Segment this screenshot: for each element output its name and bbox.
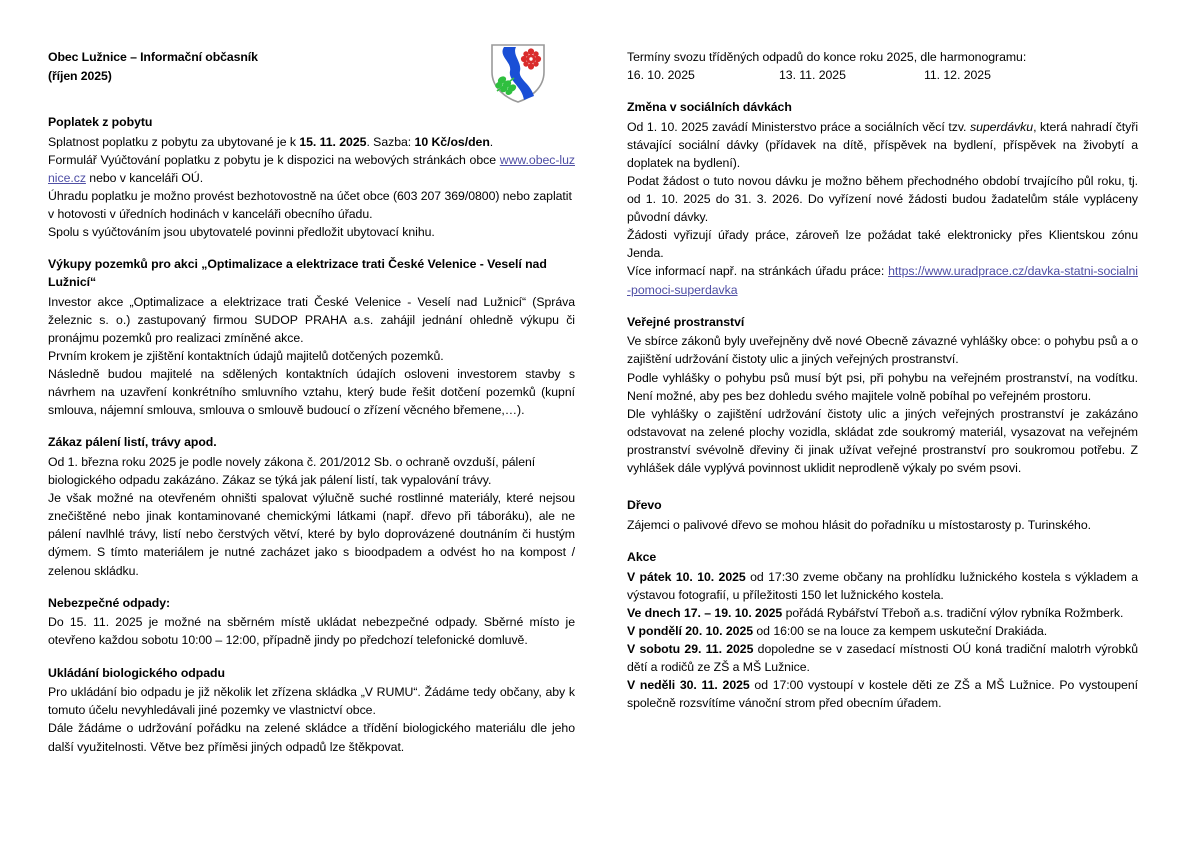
coat-of-arms-icon: [488, 42, 548, 104]
section-heading-socialni-davky: Změna v sociálních dávkách: [627, 100, 792, 115]
two-column-layout: [48, 48, 1154, 756]
event-item: [627, 604, 1138, 622]
right-column: [627, 48, 1138, 756]
section-heading-akce: Akce: [627, 549, 657, 564]
paragraph: Spolu s vyúčtováním jsou ubytovatelé povinni předložit ubytovací knihu.: [48, 225, 435, 240]
event-date: V pondělí 20. 10. 2025: [627, 623, 754, 638]
event-text: pořádá Rybářství Třeboň a.s. tradiční výlov rybníka Rožmberk.: [782, 605, 1124, 620]
paragraph: Prvním krokem je zjištění kontaktních údajů majitelů dotčených pozemků.: [48, 349, 444, 364]
paragraph: Pro ukládání bio odpadu je již několik let zřízena skládka „V RUMU“. Žádáme tedy občany, aby k tomuto účelu nevyhledávali jiné pozemky ve vlastnictví obce.: [48, 685, 575, 718]
paragraph: Je však možné na otevřeném ohništi spalovat výlučně suché rostlinné materiály, které nejsou znečištěné nebo jinak kontaminované chemickými látkami (např. dřevo při táboráku), ale ne pálení navlhlé trávy, listí nebo čerstvých větví, které by bylo doprovázené doutnáním či hustým dýmem. S tímto materiálem je nutné zacházet jako s bioodpadem a odvést ho na kompost / zelenou skládku.: [48, 491, 575, 578]
link-uradprace[interactable]: https://www.uradprace.cz/davka-statni-socialni-pomoci-superdavka: [627, 264, 1138, 297]
paragraph: Do 15. 11. 2025 je možné na sběrném místě ukládat nebezpečné odpady. Sběrné místo je otevřeno každou sobotu 10:00 – 12:00, případně jindy po předchozí telefonické domluvě.: [48, 615, 575, 648]
section-heading-vykupy: Výkupy pozemků pro akci „Optimalizace a elektrizace trati České Velenice - Veselí nad Lužnicí“: [48, 257, 547, 290]
paragraph: Úhradu poplatku je možno provést bezhotovostně na účet obce (603 207 369/0800) nebo zaplatit v hotovosti v úředních hodinách v kanceláři obecního úřadu.: [48, 189, 572, 222]
paragraph: Ve sbírce zákonů byly uveřejněny dvě nové Obecně závazné vyhlášky obce: o pohybu psů a o zajištění udržování čistoty ulic a jiných veřejných prostranství.: [627, 334, 1138, 367]
waste-date-2: 13. 11. 2025: [779, 68, 846, 83]
paragraph: Investor akce „Optimalizace a elektrizace trati České Velenice - Veselí nad Lužnicí“ (Správa železnic s. o.) zastupovaný firmou SUDOP PRAHA a.s. zahájil jednání ohledně výkupu či pronájmu pozemků pro realizaci zmíněné akce.: [48, 294, 575, 345]
bold-rate: 10 Kč/os/den: [414, 134, 490, 149]
section-heading-nebezpecne-odpady: Nebezpečné odpady:: [48, 595, 171, 610]
document-header: [48, 48, 575, 106]
paragraph: Podat žádost o tuto novou dávku je možno během přechodného období trvajícího půl roku, tj. od 1. 10. 2025 do 31. 3. 2026. Do vyřízení nové žádosti budou žadatelům stále vypláceny původní dávky.: [627, 174, 1138, 225]
left-column: [48, 48, 575, 756]
event-date: V neděli 30. 11. 2025: [627, 678, 750, 692]
paragraph: Následně budou majitelé na sdělených kontaktních údajích osloveni investorem stavby s návrhem na uzavření konkrétního smluvního vztahu, který bude řešit dotčení pozemků (kupní smlouva, nájemní smlouva, smlouva o smlouvě budoucí o zřízení věcného břemene,…).: [48, 367, 575, 418]
waste-schedule-dates: [627, 66, 1138, 84]
waste-date-3: 11. 12. 2025: [924, 68, 991, 83]
event-text: od 17:30 zveme občany na prohlídku lužnického kostela s výkladem a výstavou fotografií, u příležitosti 150 let lužnického kostela.: [627, 569, 1138, 602]
paragraph: Od 1. března roku 2025 je podle novely zákona č. 201/2012 Sb. o ochraně ovzduší, pálení biologického odpadu zakázáno. Zákaz se týká jak pálení listí, tak vypalování trávy.: [48, 455, 536, 488]
paragraph: Dle vyhlášky o zajištění udržování čistoty ulic a jiných veřejných prostranství je zakázáno odstavovat na zelené plochy vozidla, skládat zde soukromý materiál, vysazovat na veřejném prostranství svévolně dřeviny či jinak užívat veřejné prostranství pro soukromou potřebu. Z vyhlášek dále vyplývá povinnost uklidit neprodleně výkaly po svém psovi.: [627, 406, 1138, 475]
section-heading-drevo: Dřevo: [627, 497, 662, 512]
bold-date: 15. 11. 2025: [299, 134, 367, 149]
paragraph: Žádosti vyřizují úřady práce, zároveň lze požádat také elektronicky přes Klientskou zónu Jenda.: [627, 228, 1138, 261]
event-text: od 16:00 se na louce za kempem uskuteční Drakiáda.: [753, 623, 1048, 638]
section-heading-verejne-prostranstvi: Veřejné prostranství: [627, 314, 745, 329]
section-heading-ukladani-bio: Ukládání biologického odpadu: [48, 665, 225, 680]
event-item: [627, 640, 1138, 676]
paragraph: Zájemci o palivové dřevo se mohou hlásit do pořadníku u místostarosty p. Turinského.: [627, 517, 1092, 532]
event-date: Ve dnech 17. – 19. 10. 2025: [627, 605, 783, 620]
title-line-2: (říjen 2025): [48, 69, 112, 84]
section-heading-zakaz-paleni: Zákaz pálení listí, trávy apod.: [48, 435, 217, 450]
event-item: [627, 568, 1138, 604]
event-date: V pátek 10. 10. 2025: [627, 569, 746, 584]
event-date: V sobotu 29. 11. 2025: [627, 641, 754, 656]
waste-date-1: 16. 10. 2025: [627, 68, 695, 83]
event-item: [627, 676, 1138, 712]
paragraph: Formulář Vyúčtování poplatku z pobytu je k dispozici na webových stránkách obce www.obec-luznice.cz nebo v kanceláři OÚ.: [48, 152, 575, 185]
title-line-1: Obec Lužnice – Informační občasník: [48, 50, 258, 64]
paragraph: Podle vyhlášky o pohybu psů musí být psi, při pohybu na veřejném prostranství, na vodítku. Není možné, aby pes bez dohledu svého majitele volně pobíhal po veřejném prostoru.: [627, 370, 1138, 403]
waste-schedule-intro: Termíny svozu tříděných odpadů do konce roku 2025, dle harmonogramu:: [627, 50, 1027, 64]
section-heading-poplatek: Poplatek z pobytu: [48, 115, 153, 129]
paragraph: Více informací např. na stránkách úřadu práce: https://www.uradprace.cz/davka-statni-socialni-pomoci-superdavka: [627, 264, 1138, 297]
paragraph: Splatnost poplatku z pobytu za ubytované je k 15. 11. 2025. Sazba: 10 Kč/os/den.: [48, 134, 494, 149]
paragraph: Dále žádáme o udržování pořádku na zelené skládce a třídění biologického materiálu dle jeho další využitelnosti. Větve bez příměsi jiných odpadů lze štěkpovat.: [48, 721, 575, 754]
paragraph: Od 1. 10. 2025 zavádí Ministerstvo práce a sociálních věcí tzv. superdávku, která nahradí čtyři stávající sociální dávky (přídavek na dítě, příspěvek na bydlení, příspěvek na živobytí a doplatek na bydlení).: [627, 119, 1138, 171]
link-obec-luznice[interactable]: www.obec-luznice.cz: [48, 152, 575, 185]
event-item: [627, 622, 1138, 640]
italic-superdavka: superdávku: [970, 119, 1034, 134]
event-text: od 17:00 vystoupí v kostele děti ze ZŠ a MŠ Lužnice. Po vystoupení společně rozsvítíme vánoční strom před obecním úřadem.: [627, 678, 1138, 711]
event-text: dopoledne se v zasedací místnosti OÚ koná tradiční malotrh výrobků dětí a rodičů ze ZŠ a MŠ Lužnice.: [627, 641, 1138, 674]
